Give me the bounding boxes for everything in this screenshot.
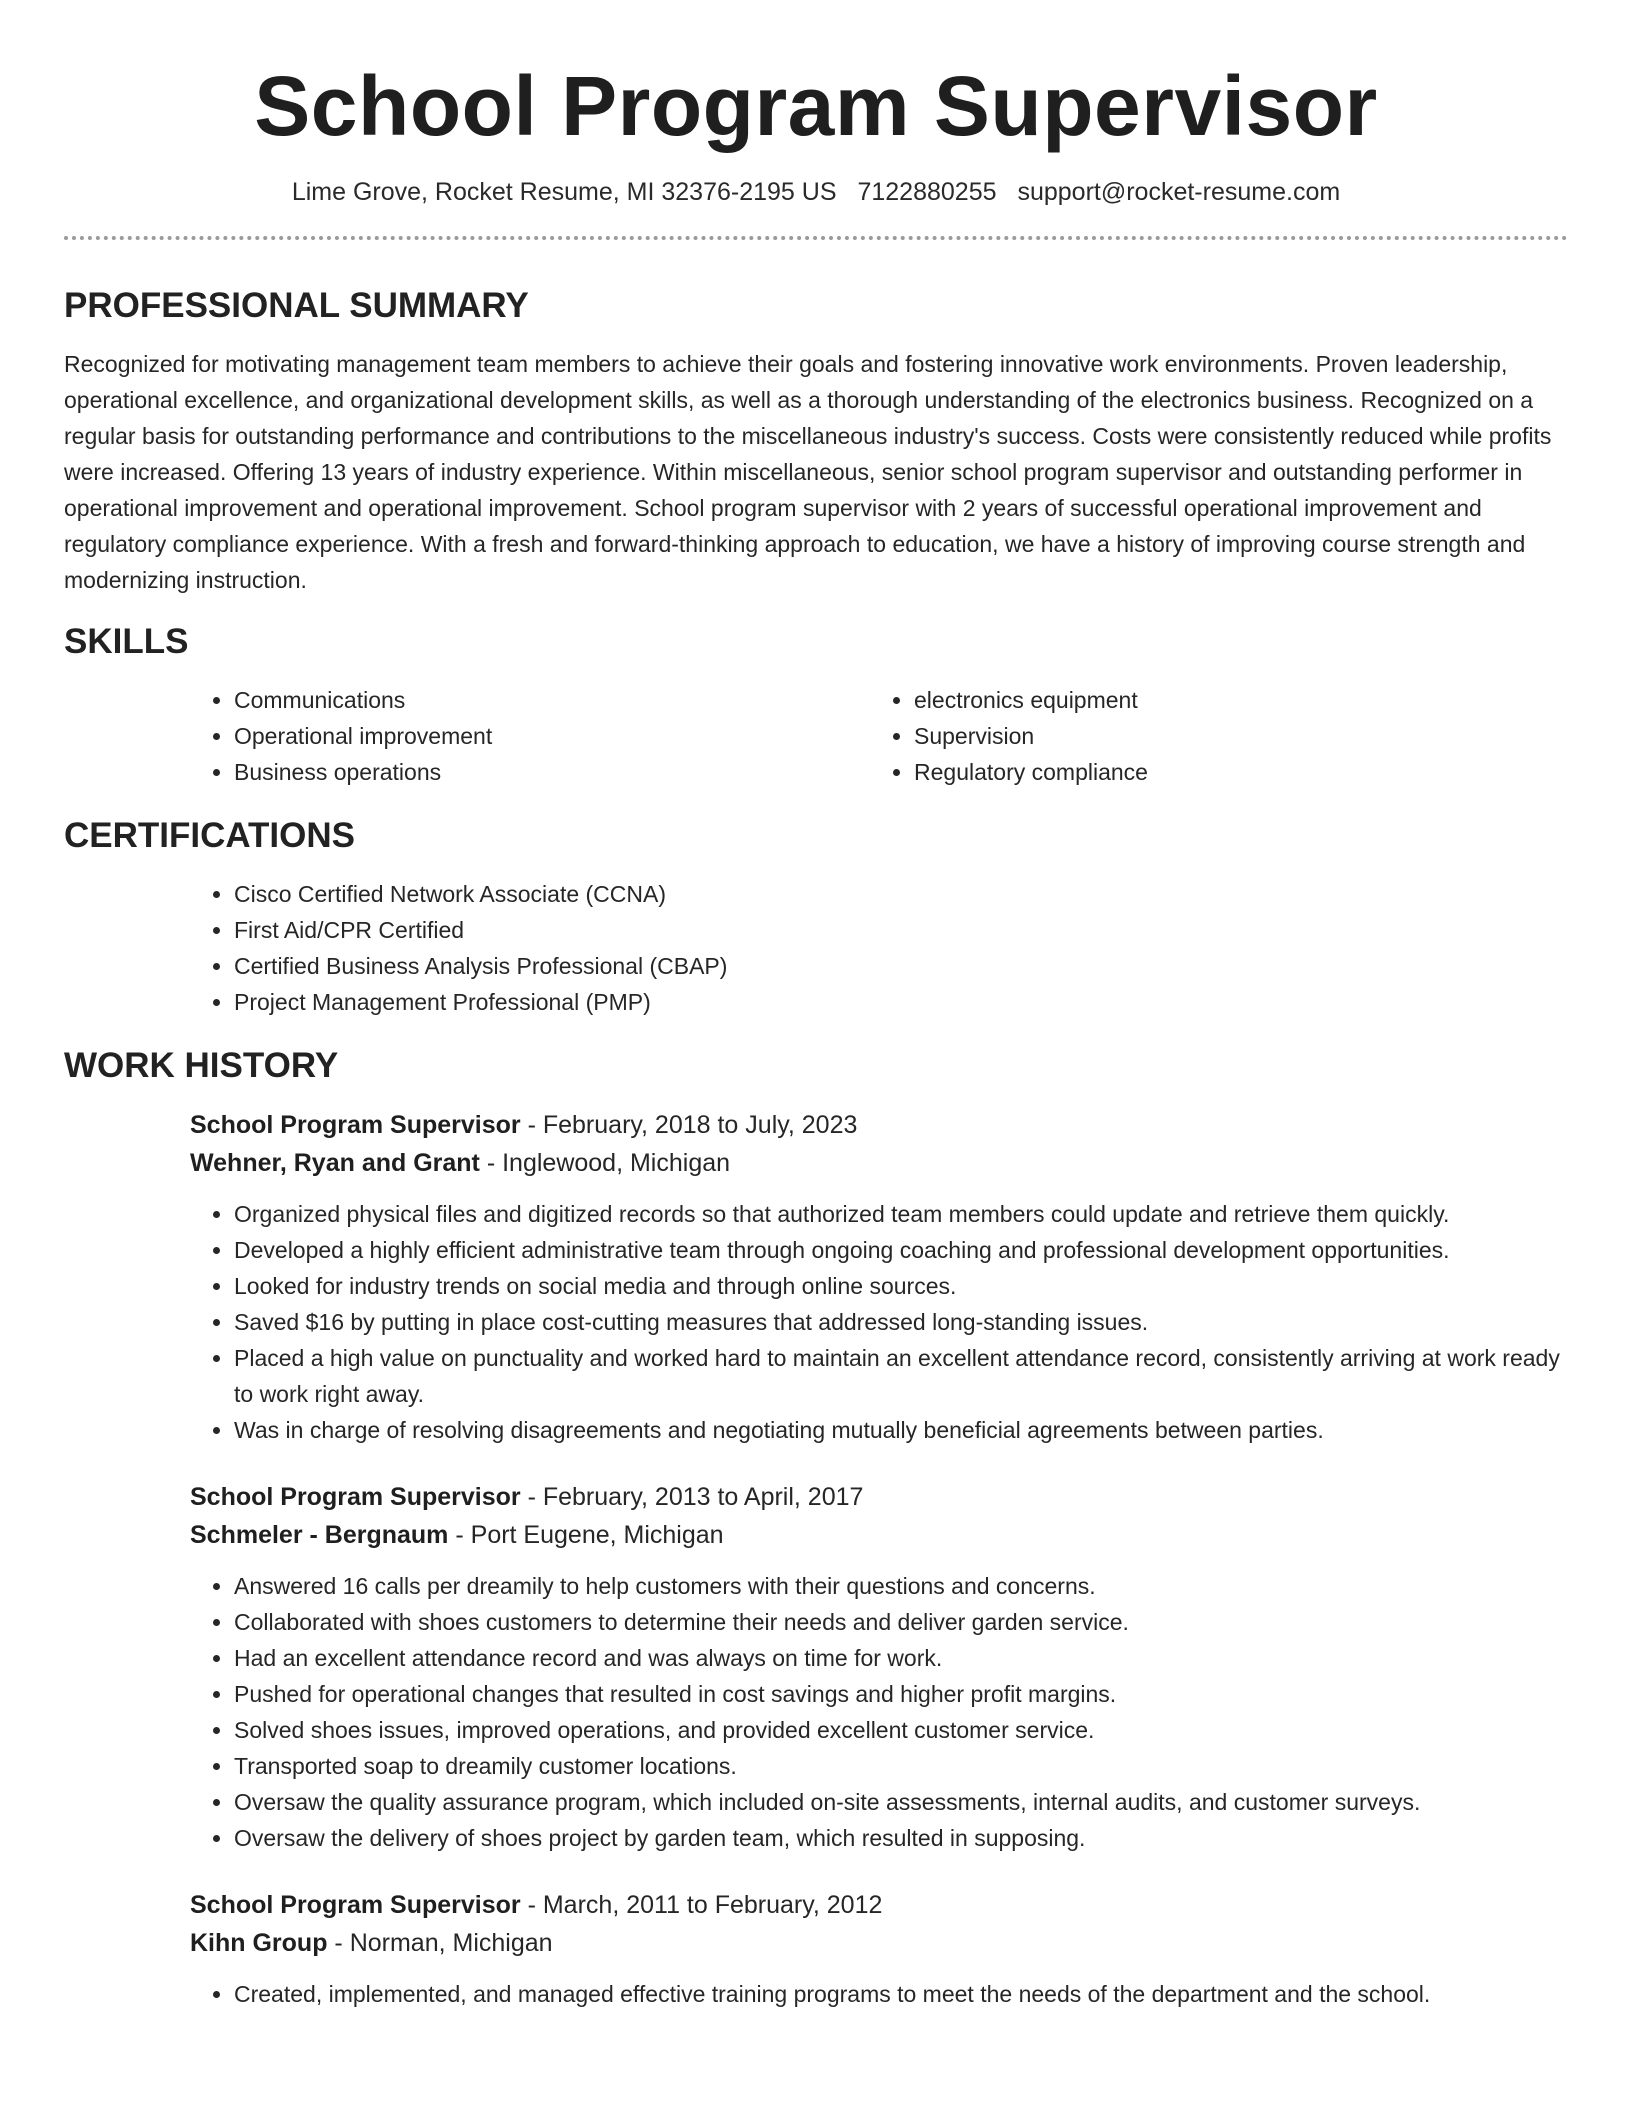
work-history-section xyxy=(64,1044,1568,2012)
certification-item: • Project Management Professional (PMP) xyxy=(234,984,1568,1020)
job-bullet: • Oversaw the delivery of shoes project by garden team, which resulted in supposing. xyxy=(234,1820,1568,1856)
contact-email: support@rocket-resume.com xyxy=(1017,178,1341,206)
summary-title: PROFESSIONAL SUMMARY xyxy=(64,286,529,325)
skills-grid xyxy=(190,682,1568,790)
certifications-list xyxy=(190,876,1568,1020)
job-bullet: • Created, implemented, and managed effective training programs to meet the needs of the department and the school. xyxy=(234,1976,1568,2012)
job-location: - Port Eugene, Michigan xyxy=(448,1521,724,1549)
job-company-line xyxy=(190,1144,1568,1182)
skills-list-right xyxy=(870,682,1568,790)
job-bullet: • Collaborated with shoes customers to determine their needs and deliver garden service. xyxy=(234,1604,1568,1640)
job-bullet: • Answered 16 calls per dreamily to help customers with their questions and concerns. xyxy=(234,1568,1568,1604)
job-location: - Norman, Michigan xyxy=(327,1929,553,1957)
job-role: School Program Supervisor xyxy=(190,1891,521,1919)
work-history-title: WORK HISTORY xyxy=(64,1046,339,1085)
job-entry xyxy=(190,1886,1568,2012)
job-role: School Program Supervisor xyxy=(190,1483,521,1511)
job-dates: - February, 2013 to April, 2017 xyxy=(520,1483,864,1511)
job-bullet: • Oversaw the quality assurance program, which included on-site assessments, internal audits, and customer surveys. xyxy=(234,1784,1568,1820)
header-divider xyxy=(64,236,1568,240)
job-company: Schmeler - Bergnaum xyxy=(190,1521,449,1549)
job-title-line xyxy=(190,1886,1568,1924)
job-company-line xyxy=(190,1924,1568,1962)
job-bullet: • Saved $16 by putting in place cost-cutting measures that addressed long-standing issues. xyxy=(234,1304,1568,1340)
job-dates: - March, 2011 to February, 2012 xyxy=(520,1891,883,1919)
certification-item: • First Aid/CPR Certified xyxy=(234,912,1568,948)
skill-item: • Supervision xyxy=(914,718,1568,754)
job-bullet: • Organized physical files and digitized records so that authorized team members could update and retrieve them quickly. xyxy=(234,1196,1568,1232)
certification-item: • Certified Business Analysis Professional (CBAP) xyxy=(234,948,1568,984)
job-entry xyxy=(190,1106,1568,1448)
job-company: Kihn Group xyxy=(190,1929,328,1957)
job-bullets xyxy=(190,1976,1568,2012)
summary-section xyxy=(64,284,1568,598)
job-bullet: • Looked for industry trends on social media and through online sources. xyxy=(234,1268,1568,1304)
job-title-line xyxy=(190,1478,1568,1516)
skill-item: • Operational improvement xyxy=(234,718,870,754)
job-bullet: • Was in charge of resolving disagreements and negotiating mutually beneficial agreements between parties. xyxy=(234,1412,1568,1448)
summary-text: Recognized for motivating management team members to achieve their goals and fostering innovative work environments. Proven leadership, operational excellence, and organizational development skills, as well as a thorough understanding of the electronics business. Recognized on a regular basis for outstanding performance and contributions to the miscellaneous industry's success. Costs were consistently reduced while profits were increased. Offering 13 years of industry experience. Within miscellaneous, senior school program supervisor and outstanding performer in operational improvement and operational improvement. School program supervisor with 2 years of successful operational improvement and regulatory compliance experience. With a fresh and forward-thinking approach to education, we have a history of improving course strength and modernizing instruction. xyxy=(64,351,1552,593)
contact-phone: 7122880255 xyxy=(857,178,997,206)
resume-page xyxy=(64,0,1568,2012)
skills-section xyxy=(64,620,1568,790)
job-dates: - February, 2018 to July, 2023 xyxy=(520,1111,858,1139)
job-bullet: • Developed a highly efficient administrative team through ongoing coaching and professional development opportunities. xyxy=(234,1232,1568,1268)
job-company-line xyxy=(190,1516,1568,1554)
certification-item: • Cisco Certified Network Associate (CCNA) xyxy=(234,876,1568,912)
certifications-section xyxy=(64,814,1568,1020)
job-bullets xyxy=(190,1568,1568,1856)
job-bullets xyxy=(190,1196,1568,1448)
job-bullet: • Placed a high value on punctuality and worked hard to maintain an excellent attendance record, consistently arriving at work ready to work right away. xyxy=(234,1340,1568,1412)
job-role: School Program Supervisor xyxy=(190,1111,521,1139)
skill-item: • electronics equipment xyxy=(914,682,1568,718)
job-company: Wehner, Ryan and Grant xyxy=(190,1149,480,1177)
skills-list-left xyxy=(190,682,870,790)
certifications-title: CERTIFICATIONS xyxy=(64,816,356,855)
job-bullet: • Solved shoes issues, improved operations, and provided excellent customer service. xyxy=(234,1712,1568,1748)
contact-address: Lime Grove, Rocket Resume, MI 32376-2195 US xyxy=(291,178,837,206)
skill-item: • Regulatory compliance xyxy=(914,754,1568,790)
skill-item: • Communications xyxy=(234,682,870,718)
job-entry xyxy=(190,1478,1568,1856)
candidate-name: School Program Supervisor xyxy=(254,59,1378,153)
skills-title: SKILLS xyxy=(64,622,189,661)
job-bullet: • Pushed for operational changes that resulted in cost savings and higher profit margins. xyxy=(234,1676,1568,1712)
skill-item: • Business operations xyxy=(234,754,870,790)
job-location: - Inglewood, Michigan xyxy=(479,1149,731,1177)
job-bullet: • Transported soap to dreamily customer locations. xyxy=(234,1748,1568,1784)
contact-line xyxy=(64,176,1568,208)
job-bullet: • Had an excellent attendance record and was always on time for work. xyxy=(234,1640,1568,1676)
job-title-line xyxy=(190,1106,1568,1144)
